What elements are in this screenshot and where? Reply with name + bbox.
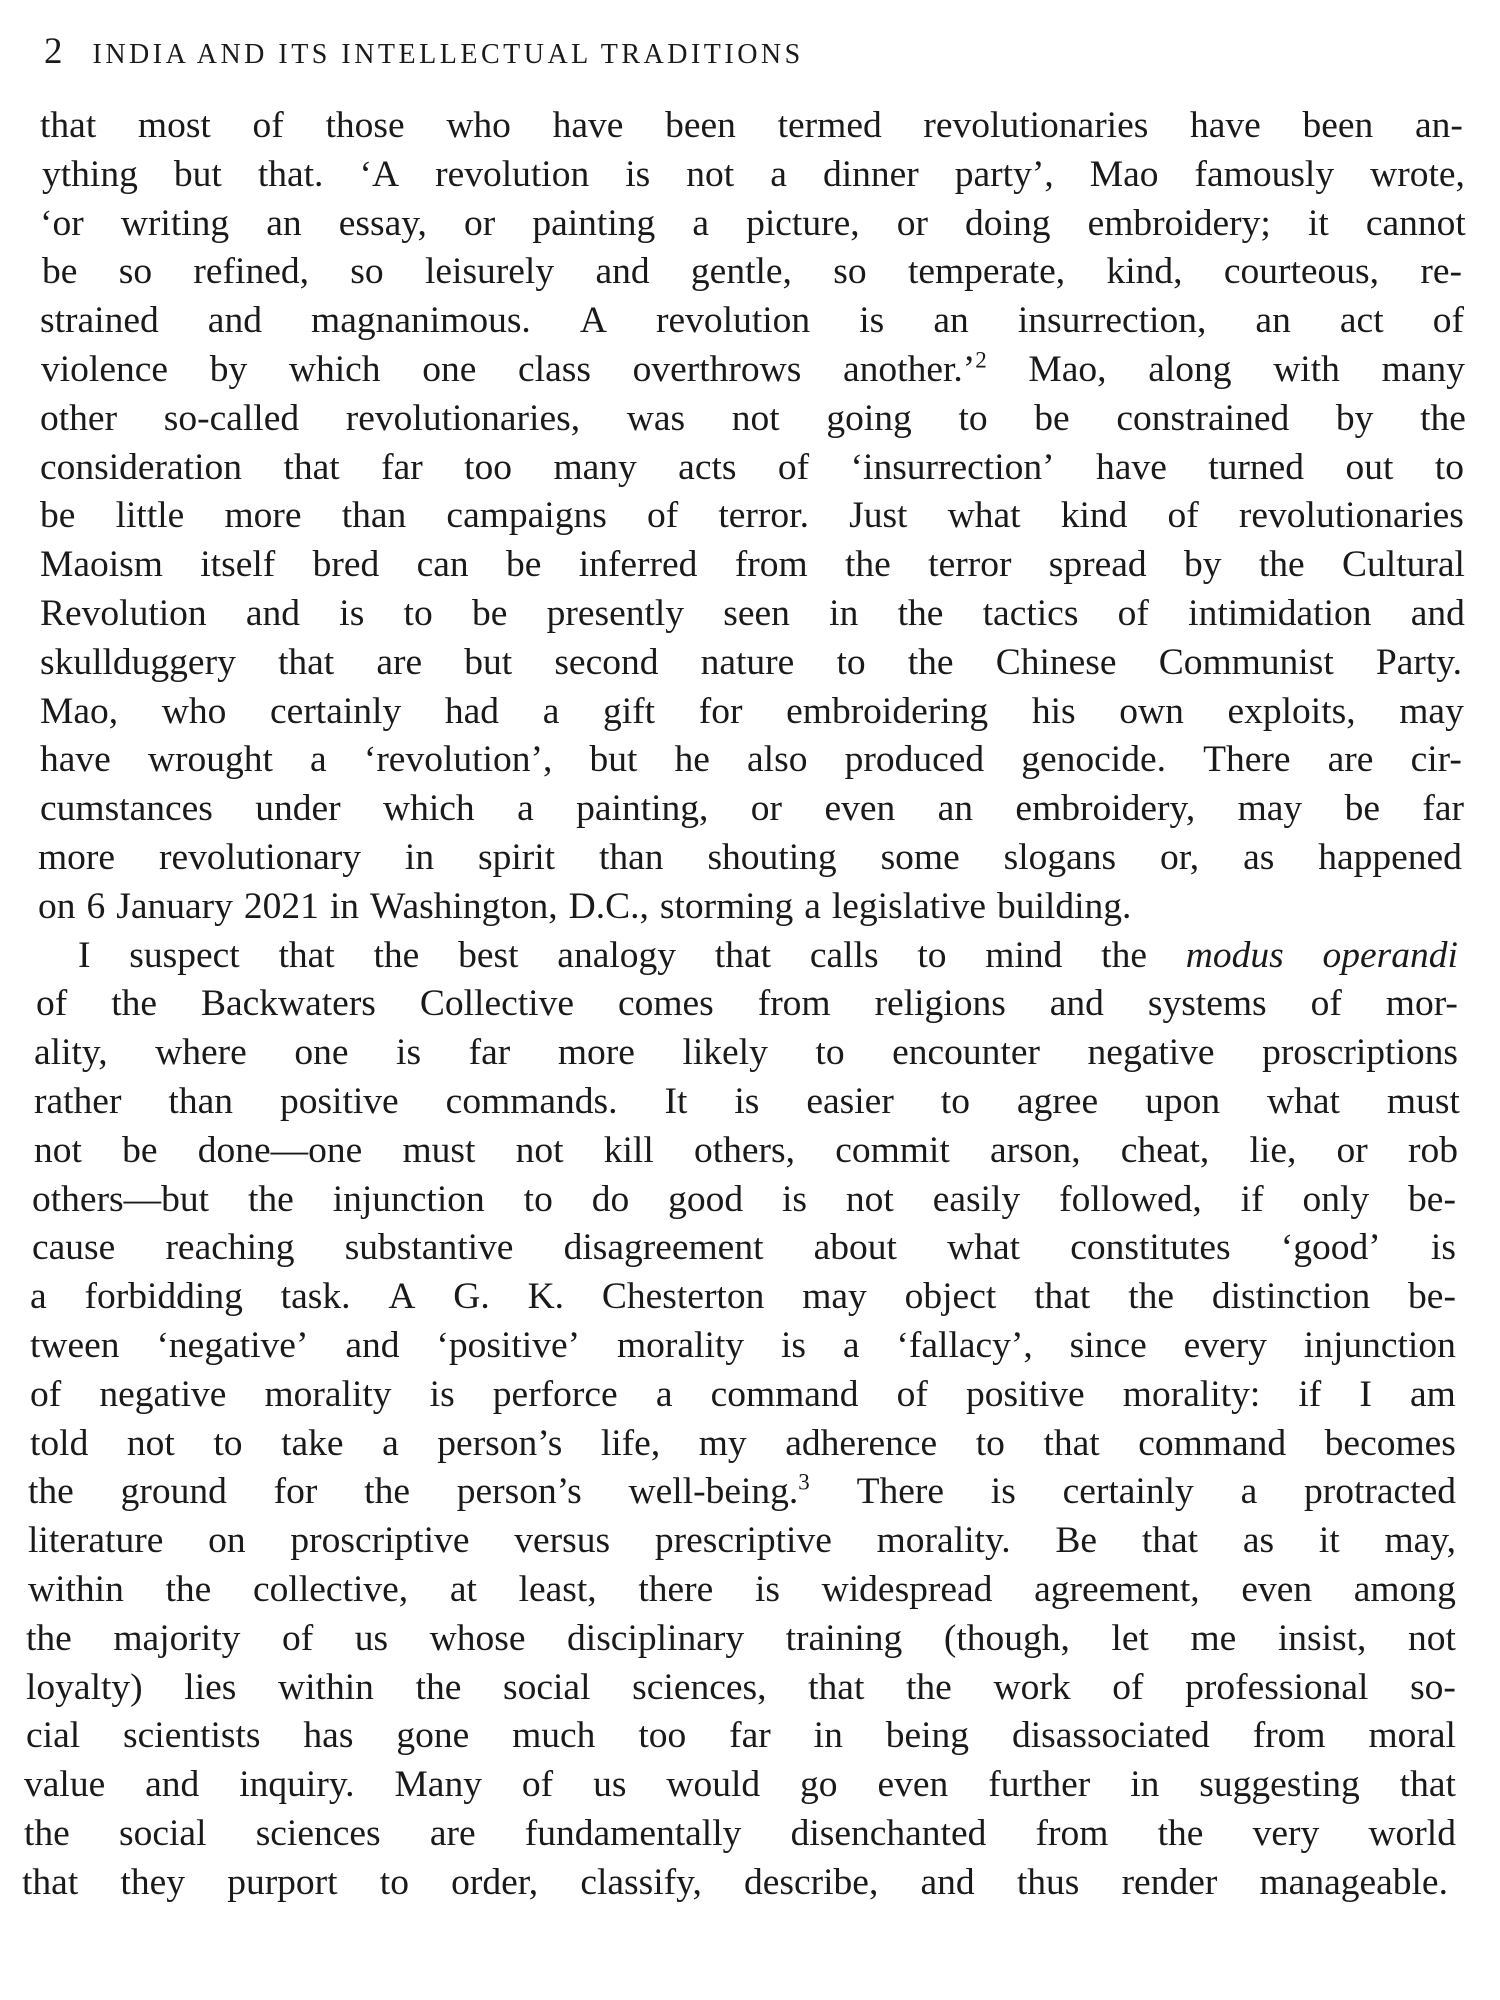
text-line: cause reaching substantive disagreement about what constitutes ‘good’ is: [32, 1227, 1456, 1268]
text-line: other so-called revolutionaries, was not going to be constrained by the: [40, 398, 1466, 439]
page-number: 2: [44, 31, 63, 72]
text-line: Mao, who certainly had a gift for embroidering his own exploits, may: [40, 691, 1464, 732]
text-line: rather than positive commands. It is easier to agree upon what must: [34, 1081, 1460, 1122]
text-line: cumstances under which a painting, or even an embroidery, may be far: [40, 788, 1464, 829]
text-line: strained and magnanimous. A revolution is an insurrection, an act of: [40, 300, 1464, 341]
text-line: have wrought a ‘revolution’, but he also produced genocide. There are cir-: [40, 739, 1462, 780]
text-line: Maoism itself bred can be inferred from the terror spread by the Cultural: [40, 544, 1465, 585]
text-line: ality, where one is far more likely to encounter negative proscriptions: [34, 1032, 1458, 1073]
text-line: be little more than campaigns of terror. Just what kind of revolutionaries: [40, 495, 1464, 536]
text-line: others—but the injunction to do good is not easily followed, if only be-: [32, 1179, 1456, 1220]
text-line: that most of those who have been termed revolutionaries have been an-: [40, 105, 1463, 146]
text-line: not be done—one must not kill others, commit arson, cheat, lie, or rob: [34, 1130, 1458, 1171]
text-line: on 6 January 2021 in Washington, D.C., storming a legislative building.: [38, 886, 1132, 927]
text-line: tween ‘negative’ and ‘positive’ morality is a ‘fallacy’, since every injunction: [30, 1325, 1456, 1366]
text-line: value and inquiry. Many of us would go even further in suggesting that: [24, 1764, 1456, 1805]
text-line: I suspect that the best analogy that calls to mind the modus operandi: [78, 935, 1458, 976]
text-line: cial scientists has gone much too far in being disassociated from moral: [26, 1715, 1456, 1756]
text-line: the social sciences are fundamentally disenchanted from the very world: [24, 1813, 1456, 1854]
text-line: of negative morality is perforce a command of positive morality: if I am: [30, 1374, 1456, 1415]
text-line: be so refined, so leisurely and gentle, so temperate, kind, courteous, re-: [42, 251, 1462, 292]
text-line: that they purport to order, classify, describe, and thus render manageable.: [22, 1862, 1448, 1903]
text-line: more revolutionary in spirit than shouting some slogans or, as happened: [38, 837, 1462, 878]
text-line: a forbidding task. A G. K. Chesterton may object that the distinction be-: [30, 1276, 1456, 1317]
text-line: violence by which one class overthrows another.’$^2$ Mao, along with many: [41, 347, 1465, 390]
text-line: loyalty) lies within the social sciences, that the work of professional so-: [26, 1667, 1456, 1708]
text-line: skullduggery that are but second nature to the Chinese Communist Party.: [40, 642, 1462, 683]
text-line: literature on proscriptive versus prescriptive morality. Be that as it may,: [28, 1520, 1456, 1561]
text-line: within the collective, at least, there is widespread agreement, even among: [28, 1569, 1456, 1610]
text-line: the majority of us whose disciplinary training (though, let me insist, not: [26, 1618, 1456, 1659]
text-line: of the Backwaters Collective comes from religions and systems of mor-: [36, 983, 1458, 1024]
text-line: consideration that far too many acts of ‘insurrection’ have turned out to: [40, 447, 1464, 488]
running-head: [44, 30, 804, 90]
running-title: INDIA AND ITS INTELLECTUAL TRADITIONS: [92, 39, 804, 70]
text-line: told not to take a person’s life, my adherence to that command becomes: [30, 1423, 1456, 1464]
text-line: ‘or writing an essay, or painting a picture, or doing embroidery; it cannot: [40, 203, 1466, 244]
text-line: Revolution and is to be presently seen in the tactics of intimidation and: [40, 593, 1465, 634]
text-line: the ground for the person’s well-being.$^3$ There is certainly a protracted: [28, 1469, 1456, 1512]
text-line: ything but that. ‘A revolution is not a dinner party’, Mao famously wrote,: [42, 154, 1465, 195]
